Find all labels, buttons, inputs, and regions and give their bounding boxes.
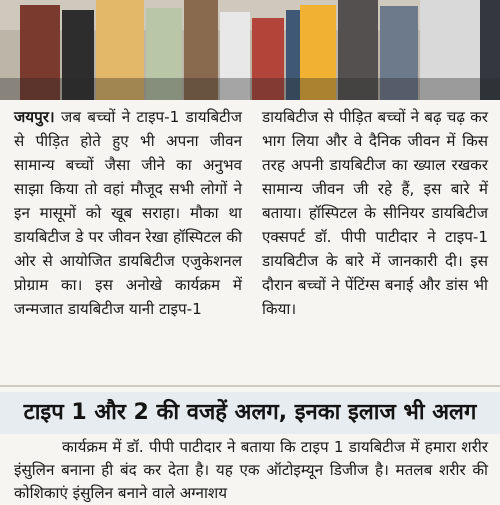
group-photo-figures	[0, 0, 500, 100]
article-right-text: डायबिटीज से पीड़ित बच्चों ने बढ़ चढ़ कर भाग लिया और वे दैनिक जीवन में किस तरह अपनी डायबिटीज का ख्याल रखकर सामान्य जीवन जी रहे हैं, इस बारे में बताया। हॉस्पिटल के सीनियर डायबिटीज एक्सपर्ट डॉ. पीपी पाटीदार ने टाइप-1 डायबिटीज के बारे में जानकारी दी। इस दौरान बच्चों ने पेंटिंग्स बनाई और डांस भी किया।	[262, 108, 488, 318]
group-photo	[0, 0, 500, 100]
section-divider	[0, 385, 500, 387]
subheadline: टाइप 1 और 2 की वजहें अलग, इनका इलाज भी अलग	[0, 392, 500, 434]
dateline: जयपुर।	[14, 108, 55, 126]
sub-article-text: कार्यक्रम में डॉ. पीपी पाटीदार ने बताया कि टाइप 1 डायबिटीज में हमारा शरीर इंसुलिन बनाना ही बंद कर देता है। यह एक ऑटोइम्यून डिजीज है। मतलब शरीर की कोशिकाएं इंसुलिन बनाने वाले अग्नाशय	[14, 438, 488, 502]
article-left-text: जब बच्चों ने टाइप-1 डायबिटीज से पीड़ित होते हुए भी अपना जीवन सामान्य बच्चों जैसा जीने का अनुभव साझा किया तो वहां मौजूद सभी लोगों ने इन मासूमों को खूब सराहा। मौका था डायबिटीज डे पर जीवन रेखा हॉस्पिटल की ओर से आयोजित डायबिटीज एजुकेशनल प्रोग्राम का। इस अनोखे कार्यक्रम में जन्मजात डायबिटीज यानी टाइप-1	[14, 108, 242, 318]
article-right-column	[262, 105, 488, 321]
article-left-column	[14, 105, 242, 321]
sub-article	[14, 436, 488, 505]
